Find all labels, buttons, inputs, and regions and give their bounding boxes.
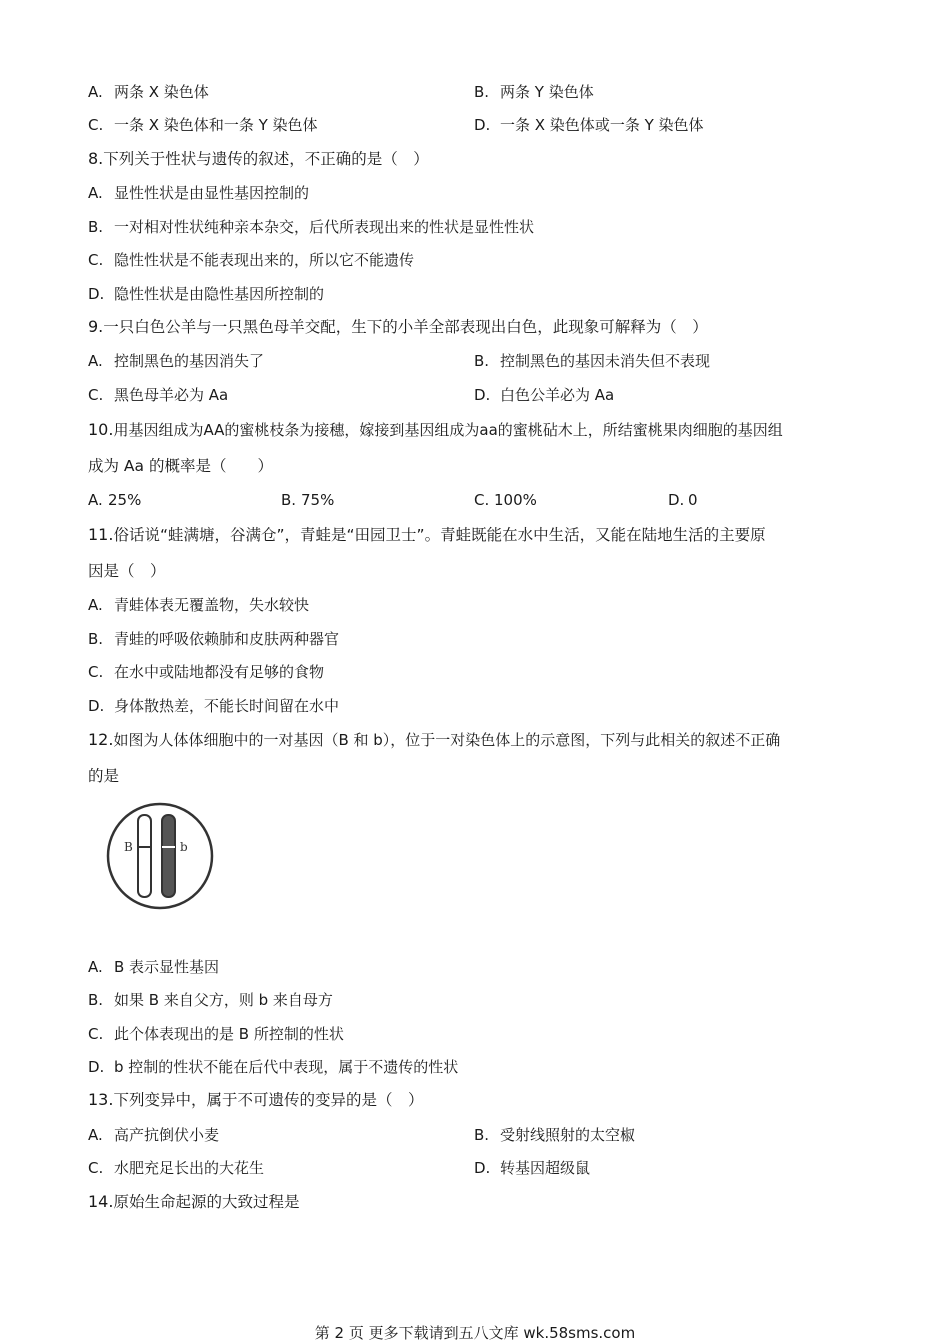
q8-option-a: A. 显性性状是由显性基因控制的 <box>88 184 310 202</box>
q10-stem-line2: 成为 Aa 的概率是（ ） <box>88 457 273 475</box>
q11-option-c: C. 在水中或陆地都没有足够的食物 <box>88 663 325 681</box>
q11-option-a: A. 青蛙体表无覆盖物，失水较快 <box>88 596 310 614</box>
chromosome-dark <box>162 815 175 897</box>
q10-option-c: C. 100% <box>474 491 537 509</box>
q8-stem: 8.下列关于性状与遗传的叙述，不正确的是（ ） <box>88 149 429 168</box>
q12-option-a: A. B 表示显性基因 <box>88 958 220 976</box>
q13-option-c: C. 水肥充足长出的大花生 <box>88 1159 265 1177</box>
q12-stem-line1: 12.如图为人体体细胞中的一对基因（B 和 b），位于一对染色体上的示意图，下列与此相关的叙述不正确 <box>88 730 781 749</box>
q12-option-c: C. 此个体表现出的是 B 所控制的性状 <box>88 1025 344 1043</box>
q9-stem: 9.一只白色公羊与一只黑色母羊交配，生下的小羊全部表现出白色，此现象可解释为（ ） <box>88 317 708 336</box>
q13-option-a: A. 高产抗倒伏小麦 <box>88 1126 220 1144</box>
q9-option-c: C. 黑色母羊必为 Aa <box>88 386 229 404</box>
page-footer: 第 2 页 更多下载请到五八文库 wk.58sms.com <box>314 1324 636 1342</box>
q7-option-b: B. 两条 Y 染色体 <box>474 83 594 101</box>
q7-option-c: C. 一条 X 染色体和一条 Y 染色体 <box>88 116 318 134</box>
q14-stem: 14.原始生命起源的大致过程是 <box>88 1192 300 1211</box>
q8-option-b: B. 一对相对性状纯种亲本杂交，后代所表现出来的性状是显性性状 <box>88 218 535 236</box>
q8-option-d: D. 隐性性状是由隐性基因所控制的 <box>88 285 325 303</box>
q13-option-b: B. 受射线照射的太空椒 <box>474 1126 636 1144</box>
q10-stem-line1: 10.用基因组成为AA的蜜桃枝条为接穗，嫁接到基因组成为aa的蜜桃砧木上，所结蜜桃果肉细胞的基因组 <box>88 420 783 439</box>
q12-option-b: B. 如果 B 来自父方，则 b 来自母方 <box>88 991 333 1009</box>
q12-stem-line2: 的是 <box>88 767 120 785</box>
q9-option-b: B. 控制黑色的基因未消失但不表现 <box>474 352 711 370</box>
chromosome-white <box>138 815 151 897</box>
q12-option-d: D. b 控制的性状不能在后代中表现，属于不遗传的性状 <box>88 1058 459 1076</box>
q11-stem-line1: 11.俗话说“蛙满塘，谷满仓”，青蛙是“田园卫士”。青蛙既能在水中生活，又能在陆地生活的主要原 <box>88 525 766 544</box>
q8-option-c: C. 隐性性状是不能表现出来的，所以它不能遗传 <box>88 251 415 269</box>
q9-option-a: A. 控制黑色的基因消失了 <box>88 352 265 370</box>
gene-label-b-lower: b <box>180 840 188 854</box>
q7-option-a: A. 两条 X 染色体 <box>88 83 209 101</box>
q7-option-d: D. 一条 X 染色体或一条 Y 染色体 <box>474 116 704 134</box>
q10-option-d: D. 0 <box>668 491 698 509</box>
q11-option-b: B. 青蛙的呼吸依赖肺和皮肤两种器官 <box>88 630 340 648</box>
q11-option-d: D. 身体散热差，不能长时间留在水中 <box>88 697 340 715</box>
q13-option-d: D. 转基因超级鼠 <box>474 1159 591 1177</box>
q10-option-b: B. 75% <box>281 491 335 509</box>
q11-stem-line2: 因是（ ） <box>88 562 166 580</box>
gene-label-b-upper: B <box>124 840 133 854</box>
q9-option-d: D. 白色公羊必为 Aa <box>474 386 615 404</box>
q10-option-a: A. 25% <box>88 491 142 509</box>
q13-stem: 13.下列变异中，属于不可遗传的变异的是（ ） <box>88 1090 424 1109</box>
chromosome-pair-figure <box>104 802 216 910</box>
